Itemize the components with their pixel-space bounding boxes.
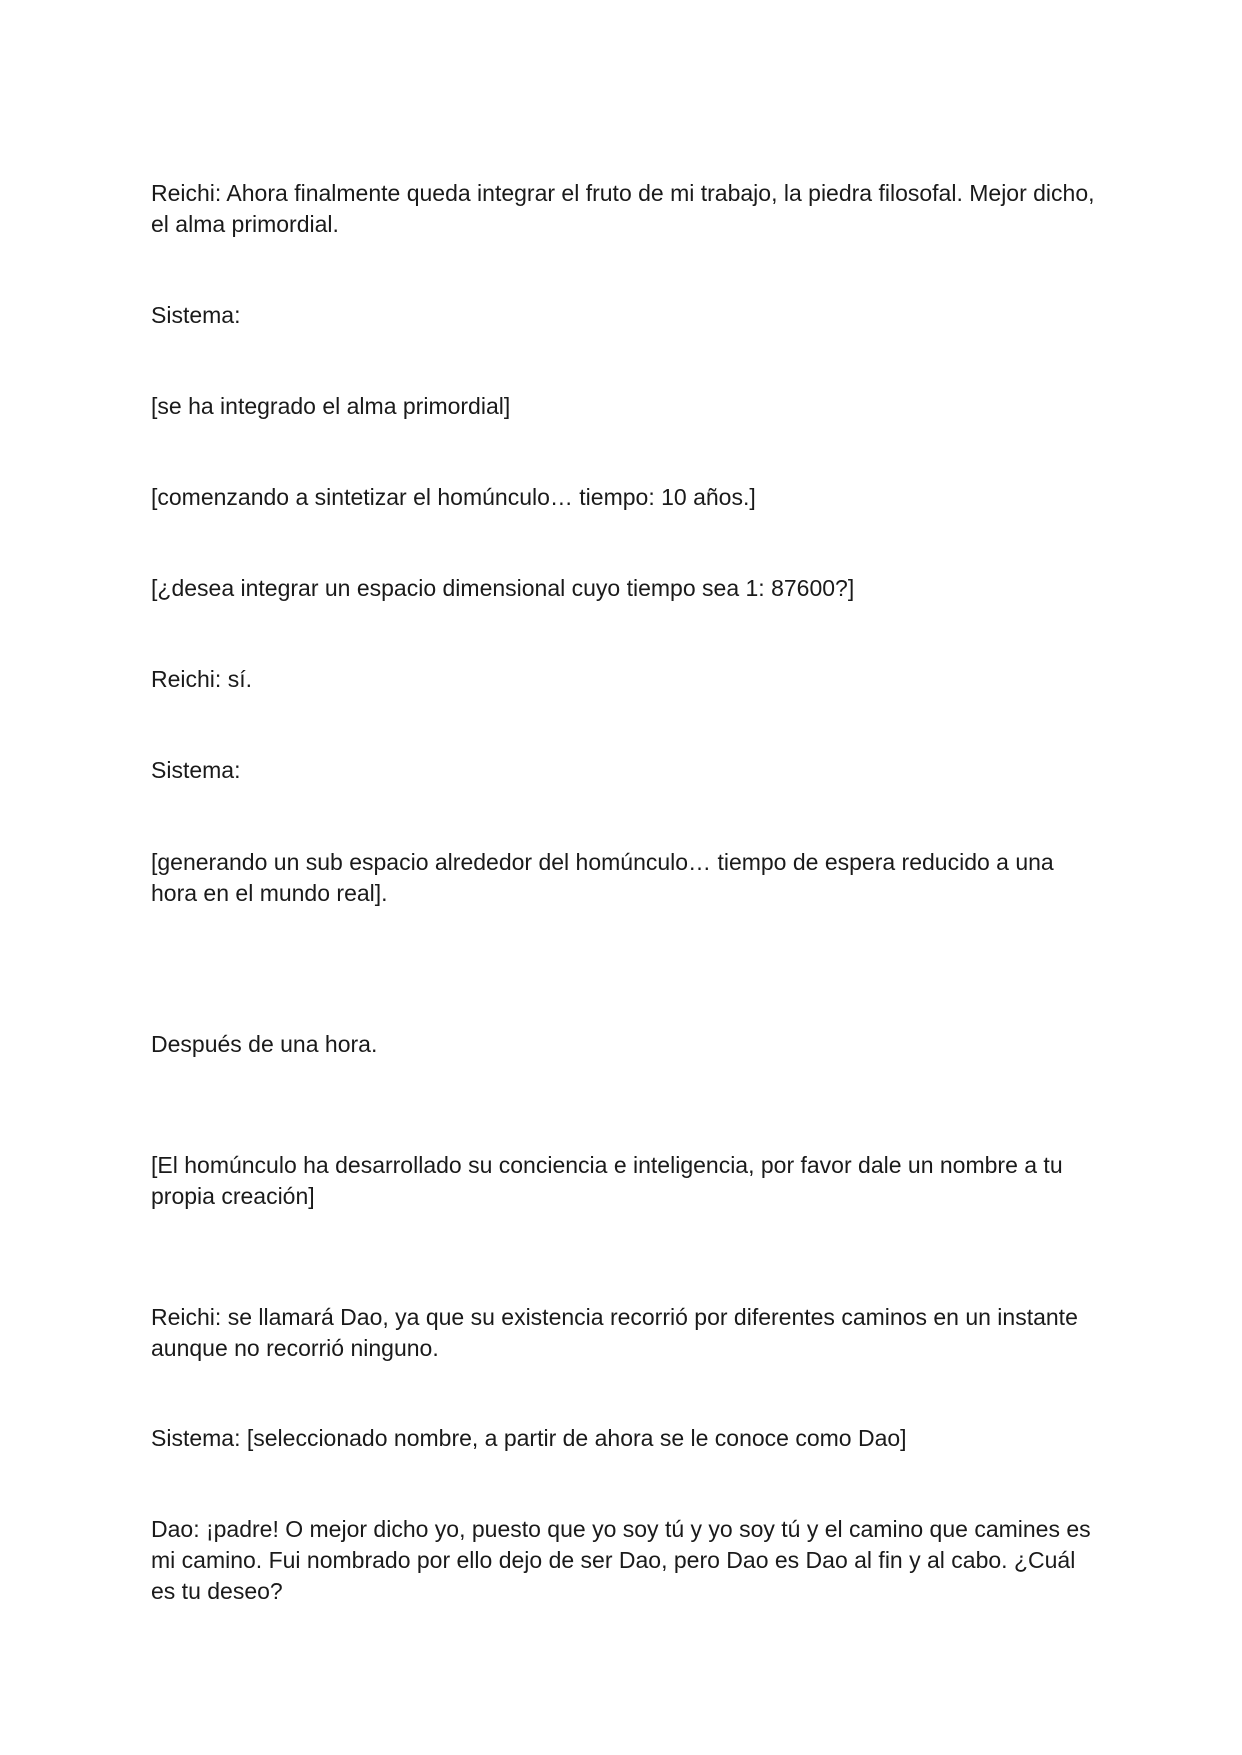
paragraph-sistema-2: Sistema:	[151, 757, 241, 783]
paragraph-sintetizando: [comenzando a sintetizar el homúnculo… tiempo: 10 años.]	[151, 484, 756, 510]
paragraph-espacio-dimensional: [¿desea integrar un espacio dimensional cuyo tiempo sea 1: 87600?]	[151, 575, 855, 601]
paragraph-homunculo-conciencia: [El homúnculo ha desarrollado su conciencia e inteligencia, por favor dale un nombre a tu propia creación]	[151, 1152, 1063, 1209]
paragraph-reichi-intro: Reichi: Ahora finalmente queda integrar el fruto de mi trabajo, la piedra filosofal. Mejor dicho, el alma primordial.	[151, 180, 1095, 237]
paragraph-sub-espacio: [generando un sub espacio alrededor del homúnculo… tiempo de espera reducido a una hora en el mundo real].	[151, 849, 1054, 906]
paragraph-reichi-si: Reichi: sí.	[151, 666, 252, 692]
paragraph-reichi-nombre: Reichi: se llamará Dao, ya que su existencia recorrió por diferentes caminos en un instante aunque no recorrió ninguno.	[151, 1304, 1078, 1361]
paragraph-dao-padre: Dao: ¡padre! O mejor dicho yo, puesto que yo soy tú y yo soy tú y el camino que camines es mi camino. Fui nombrado por ello dejo de ser Dao, pero Dao es Dao al fin y al cabo. ¿Cuál es tu deseo?	[151, 1516, 1091, 1604]
paragraph-sistema-1: Sistema:	[151, 302, 241, 328]
paragraph-sistema-nombre: Sistema: [seleccionado nombre, a partir de ahora se le conoce como Dao]	[151, 1425, 907, 1451]
paragraph-alma-integrada: [se ha integrado el alma primordial]	[151, 393, 511, 419]
paragraph-despues-hora: Después de una hora.	[151, 1031, 378, 1057]
